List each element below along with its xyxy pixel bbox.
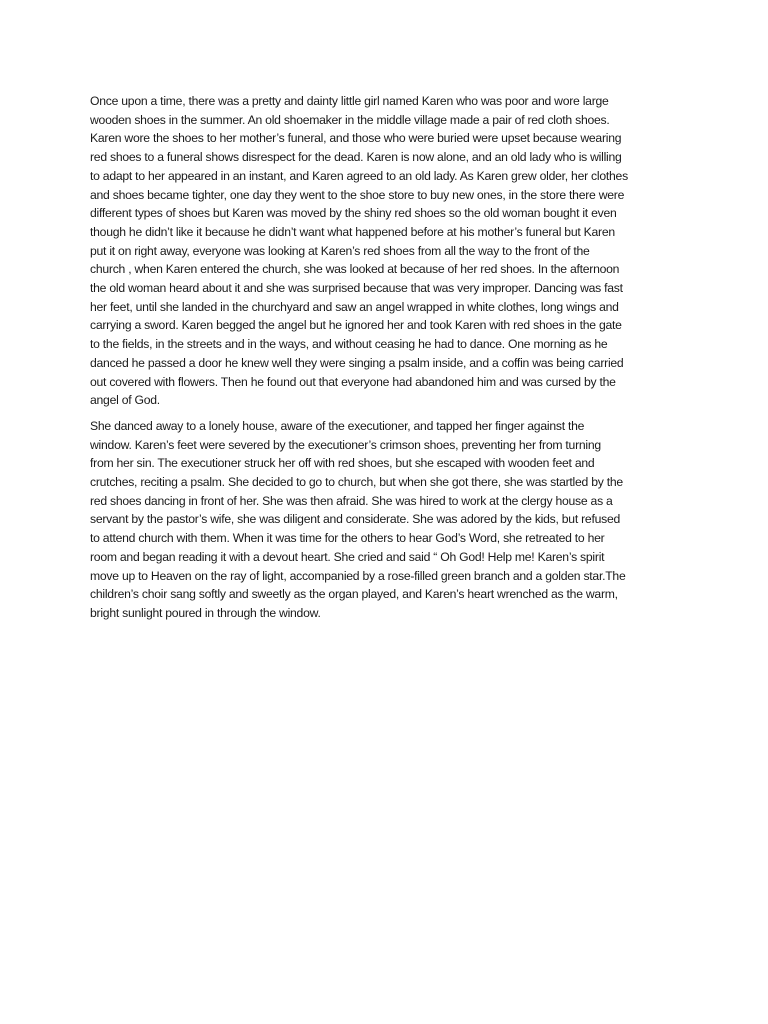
text-line: crutches, reciting a psalm. She decided to go to church, but when she got there, she was startled by the [90,475,623,490]
text-line: red shoes dancing in front of her. She was then afraid. She was hired to work at the clergy house as a [90,493,613,508]
text-line: window. Karen’s feet were severed by the executioner’s crimson shoes, preventing her from turning [90,437,601,452]
text-line: angel of God. [90,393,160,408]
text-line: wooden shoes in the summer. An old shoemaker in the middle village made a pair of red cloth shoes. [90,112,610,127]
text-line: red shoes to a funeral shows disrespect for the dead. Karen is now alone, and an old lady who is willing [90,150,622,165]
paragraph-1 [90,92,682,410]
text-line: from her sin. The executioner struck her off with red shoes, but she escaped with wooden feet and [90,456,595,471]
text-line: room and began reading it with a devout heart. She cried and said “ Oh God! Help me! Karen’s spirit [90,549,605,564]
text-line: servant by the pastor’s wife, she was diligent and considerate. She was adored by the kids, but refused [90,512,621,527]
text-line: children’s choir sang softly and sweetly as the organ played, and Karen’s heart wrenched as the warm, [90,587,618,602]
text-line: out covered with flowers. Then he found out that everyone had abandoned him and was cursed by the [90,374,616,389]
text-line: danced he passed a door he knew well they were singing a psalm inside, and a coffin was being carried [90,355,624,370]
text-line: Karen wore the shoes to her mother’s funeral, and those who were buried were upset because wearing [90,131,622,146]
text-line: different types of shoes but Karen was moved by the shiny red shoes so the old woman bought it even [90,206,617,221]
text-line: to attend church with them. When it was time for the others to hear God’s Word, she retreated to her [90,531,605,546]
text-line: move up to Heaven on the ray of light, accompanied by a rose-filled green branch and a golden star.The [90,568,626,583]
paragraph-2 [90,417,682,623]
text-line: church , when Karen entered the church, she was looked at because of her red shoes. In the afternoon [90,262,620,277]
text-line: and shoes became tighter, one day they went to the shoe store to buy new ones, in the store there were [90,187,625,202]
text-line: her feet, until she landed in the churchyard and saw an angel wrapped in white clothes, long wings and [90,299,619,314]
text-line: the old woman heard about it and she was surprised because that was very improper. Dancing was fast [90,281,623,296]
text-line: to the fields, in the streets and in the ways, and without ceasing he had to dance. One morning as he [90,337,608,352]
text-line: to adapt to her appeared in an instant, and Karen agreed to an old lady. As Karen grew older, her clothes [90,168,628,183]
text-line: put it on right away, everyone was looking at Karen’s red shoes from all the way to the front of the [90,243,590,258]
body-text [90,92,682,623]
text-line: carrying a sword. Karen begged the angel but he ignored her and took Karen with red shoes in the gate [90,318,622,333]
text-line: Once upon a time, there was a pretty and dainty little girl named Karen who was poor and wore large [90,94,609,108]
text-line: though he didn’t like it because he didn’t want what happened before at his mother’s funeral but Karen [90,224,615,239]
text-line: bright sunlight poured in through the window. [90,605,321,620]
text-line: She danced away to a lonely house, aware of the executioner, and tapped her finger against the [90,418,585,433]
